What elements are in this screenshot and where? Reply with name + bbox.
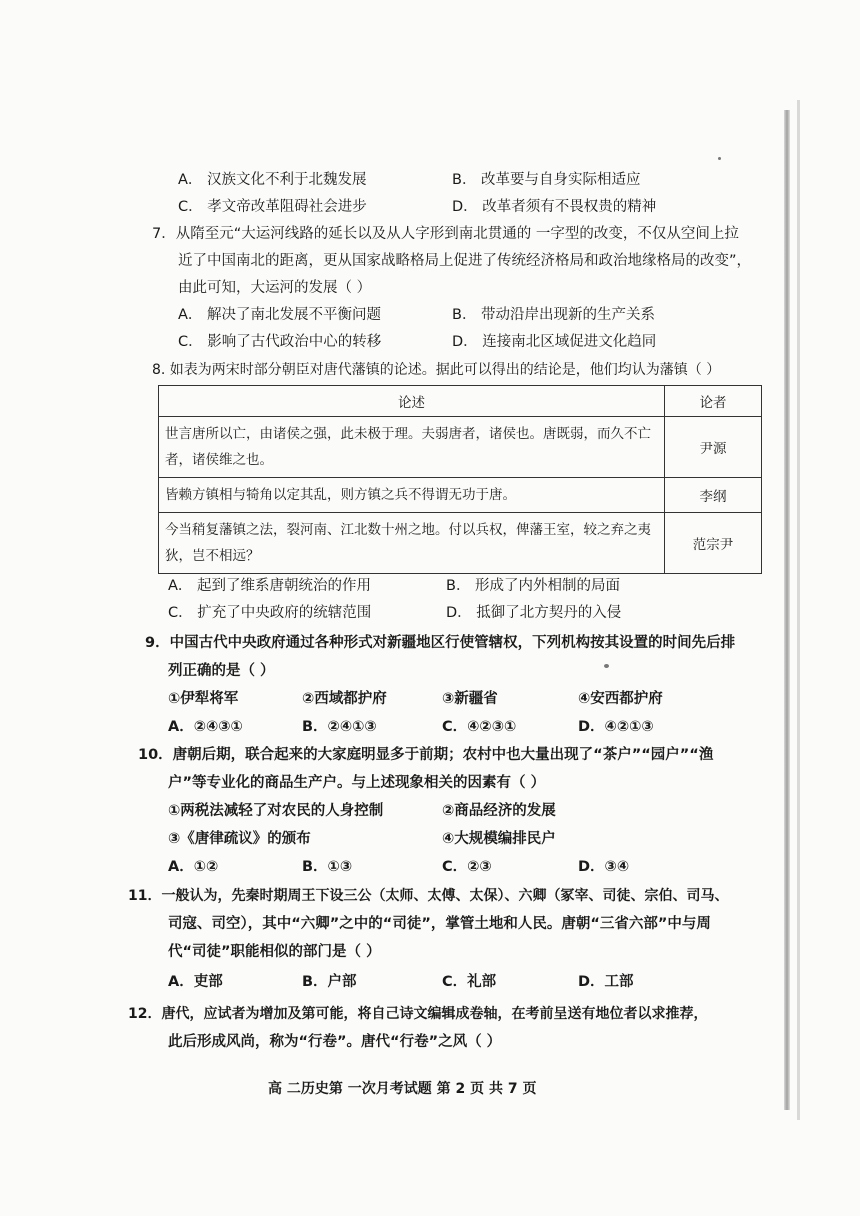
q11-stem-line2: 司寇、司空），其中“六卿”之中的“司徒”，掌管土地和人民。唐朝“三省六部”中与周 [168,916,711,932]
q8-option-c: C． 扩充了中央政府的统辖范围 [168,605,372,621]
q9-stem-line1: 9．中国古代中央政府通过各种形式对新疆地区行使管辖权，下列机构按其设置的时间先后排 [145,635,736,651]
table-cell-author: 李纲 [665,478,762,513]
q7-option-b: B． 带动沿岸出现新的生产关系 [452,307,656,323]
q7-option-d: D． 连接南北区域促进文化趋同 [452,334,657,350]
q10-option-d: D．③④ [578,859,630,875]
q12-stem-line1: 12．唐代，应试者为增加及第可能，将自己诗文编辑成卷轴，在考前呈送有地位者以求推荐， [128,1006,708,1022]
q6-option-b: B． 改革要与自身实际相适应 [452,172,641,188]
q9-option-a: A．②④③① [168,719,243,735]
q7-option-a: A． 解决了南北发展不平衡问题 [178,307,382,323]
q10-item-3: ③《唐律疏议》的颁布 [168,831,311,847]
q8-stem: 8. 如表为两宋时部分朝臣对唐代藩镇的论述。据此可以得出的结论是，他们均认为藩镇（ ） [152,362,721,378]
q6-option-a: A． 汉族文化不利于北魏发展 [178,172,367,188]
q7-option-c: C． 影响了古代政治中心的转移 [178,334,382,350]
table-header-author: 论者 [665,386,762,417]
q10-stem-line2: 户”等专业化的商品生产户。与上述现象相关的因素有（ ） [168,775,546,791]
q8-option-a: A． 起到了维系唐朝统治的作用 [168,578,372,594]
q8-option-d: D． 抵御了北方契丹的入侵 [446,605,622,621]
q11-option-d: D．工部 [578,974,634,990]
q10-option-a: A．①② [168,859,219,875]
q9-item-2: ②西域都护府 [302,691,387,707]
q10-item-4: ④大规模编排民户 [442,831,556,847]
q11-option-b: B．户部 [302,974,357,990]
table-row [159,513,762,574]
q9-item-3: ③新疆省 [442,691,498,707]
q10-stem-line1: 10．唐朝后期，联合起来的大家庭明显多于前期；农村中也大量出现了“茶户”“园户”“渔 [138,747,714,763]
q7-stem-line1: 7．从隋至元“大运河线路的延长以及从人字形到南北贯通的 一字型的改变，不仅从空间上拉 [152,226,739,242]
q6-option-c: C． 孝文帝改革阻碍社会进步 [178,199,367,215]
table-cell-text: 皆赖方镇相与犄角以定其乱，则方镇之兵不得谓无功于唐。 [159,478,665,513]
table-header-text: 论述 [159,386,665,417]
q10-item-1: ①两税法减轻了对农民的人身控制 [168,803,384,819]
q8-option-b: B． 形成了内外相制的局面 [446,578,621,594]
speck [718,157,721,160]
page-edge-shadow [797,100,800,1120]
page-footer: 高 二历史第 一次月考试题 第 2 页 共 7 页 [268,1081,537,1097]
q8-table [158,385,762,574]
q9-item-4: ④安西都护府 [578,691,663,707]
table-cell-text: 世言唐所以亡，由诸侯之强，此未极于理。夫弱唐者，诸侯也。唐既弱，而久不亡者，诸侯维之也。 [159,417,665,478]
q10-item-2: ②商品经济的发展 [442,803,556,819]
table-row [159,478,762,513]
q12-stem-line2: 此后形成风尚，称为“行卷”。唐代“行卷”之风（ ） [168,1034,502,1050]
table-cell-author: 范宗尹 [665,513,762,574]
q11-option-c: C．礼部 [442,974,497,990]
q9-option-c: C．④②③① [442,719,517,735]
q10-option-c: C．②③ [442,859,492,875]
table-header-row [159,386,762,417]
table-row [159,417,762,478]
q9-option-d: D．④②①③ [578,719,654,735]
q7-stem-line2: 近了中国南北的距离，更从国家战略格局上促进了传统经济格局和政治地缘格局的改变”， [178,253,752,269]
q7-stem-line3: 由此可知，大运河的发展（ ） [178,280,372,296]
q11-option-a: A．吏部 [168,974,223,990]
q9-stem-line2: 列正确的是（ ） [168,663,275,679]
page-edge [784,110,790,1110]
q11-stem-line1: 11．一般认为，先秦时期周王下设三公（太师、太傅、太保）、六卿（冢宰、司徒、宗伯、司马、 [128,888,729,904]
q9-option-b: B．②④①③ [302,719,377,735]
q11-stem-line3: 代“司徒”职能相似的部门是（ ） [168,944,381,960]
table-cell-text: 今当稍复藩镇之法，裂河南、江北数十州之地。付以兵权，俾藩王室，较之弃之夷狄，岂不相远？ [159,513,665,574]
speck [604,664,609,668]
table-cell-author: 尹源 [665,417,762,478]
q6-option-d: D． 改革者须有不畏权贵的精神 [452,199,657,215]
q10-option-b: B．①③ [302,859,353,875]
q9-item-1: ①伊犁将军 [168,691,239,707]
